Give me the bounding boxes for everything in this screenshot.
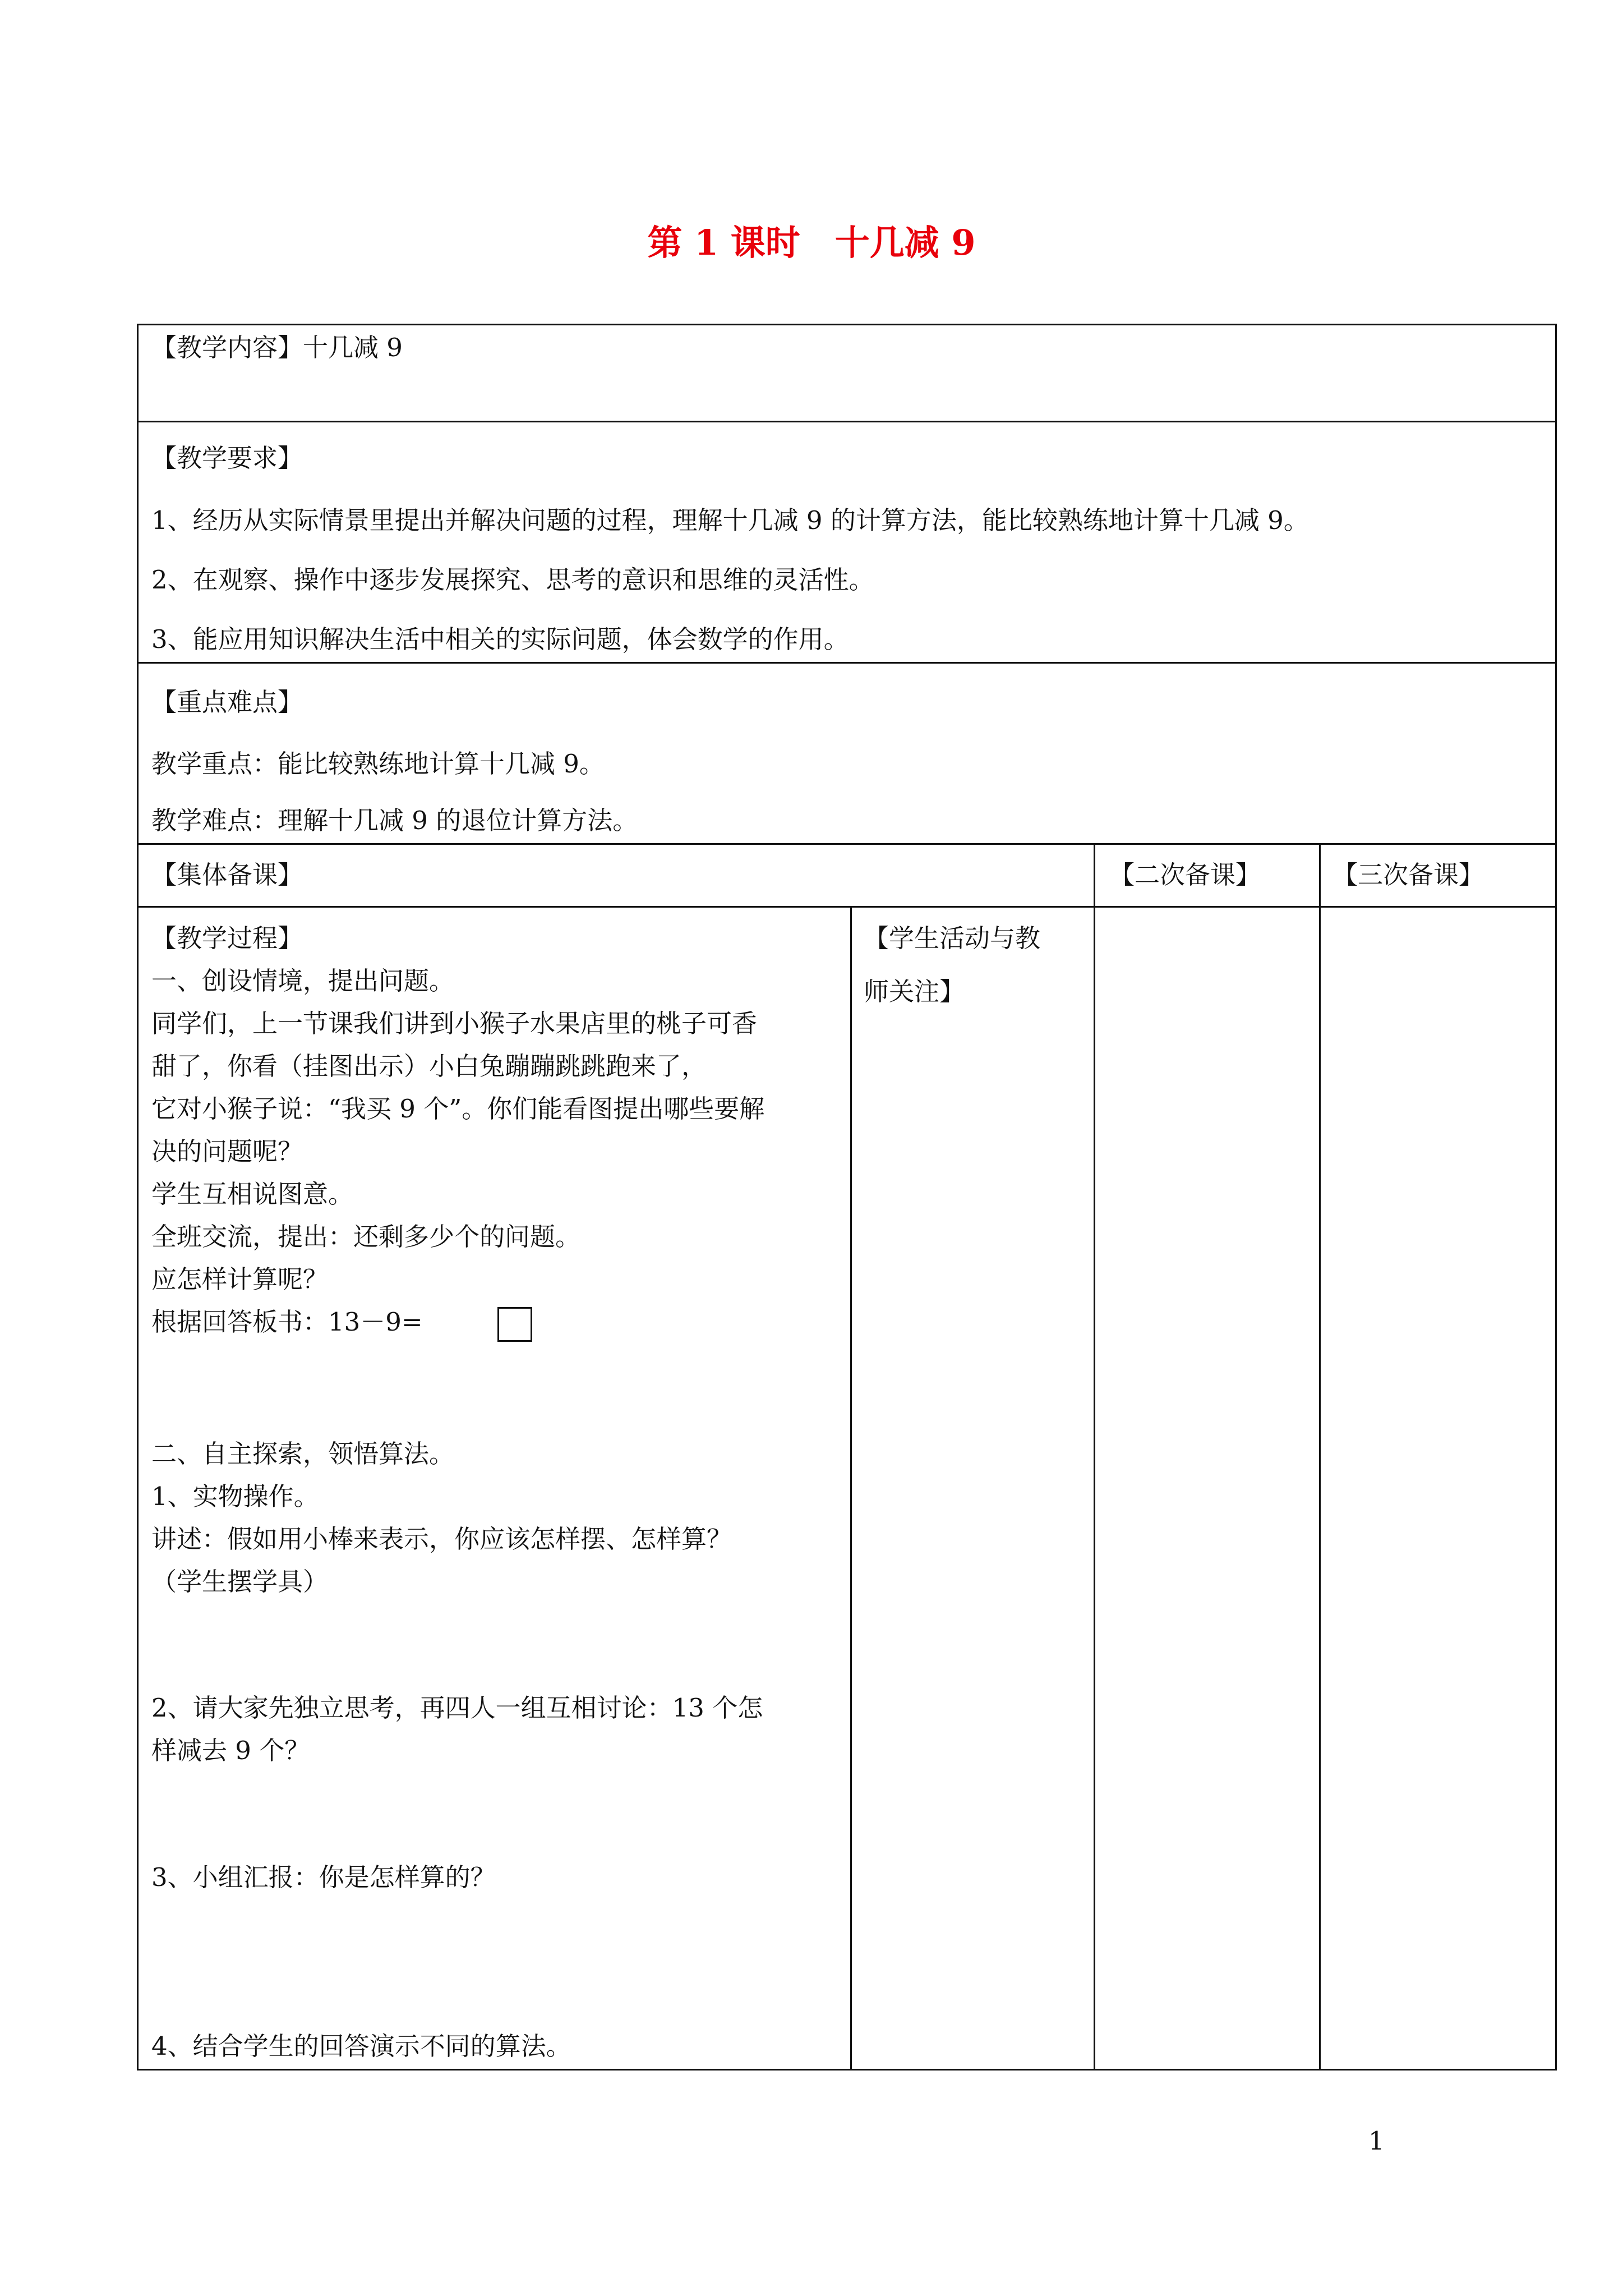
process-line: 1、实物操作。 xyxy=(151,1481,319,1511)
second-prep-header: 【二次备课】 xyxy=(1109,860,1261,890)
process-line: 样减去 9 个？ xyxy=(151,1736,310,1765)
requirements-heading: 【教学要求】 xyxy=(151,443,303,473)
third-prep-header: 【三次备课】 xyxy=(1332,860,1484,890)
teaching-content: 【教学内容】十几减 9 xyxy=(151,333,403,362)
table-divider xyxy=(137,421,1557,422)
page-title: 第 1 课时 十几减 9 xyxy=(647,222,976,263)
table-border-right xyxy=(1555,324,1557,2070)
table-border-left xyxy=(137,324,139,2070)
process-line: 全班交流，提出：还剩多少个的问题。 xyxy=(151,1222,581,1251)
student-activity-heading: 师关注】 xyxy=(864,977,965,1006)
key-point-item: 教学难点：理解十几减 9 的退位计算方法。 xyxy=(151,806,638,835)
table-border-top xyxy=(137,324,1557,325)
key-point-item: 教学重点：能比较熟练地计算十几减 9。 xyxy=(151,749,605,779)
table-border-bottom xyxy=(137,2069,1557,2070)
process-line: 4、结合学生的回答演示不同的算法。 xyxy=(151,2031,571,2061)
process-line: 根据回答板书：13－9= xyxy=(151,1307,423,1337)
process-line: 应怎样计算呢？ xyxy=(151,1264,329,1294)
process-line: 2、请大家先独立思考，再四人一组互相讨论：13 个怎 xyxy=(151,1693,763,1723)
column-divider xyxy=(1094,843,1095,2070)
student-activity-heading: 【学生活动与教 xyxy=(864,923,1041,953)
requirement-item: 1、经历从实际情景里提出并解决问题的过程，理解十几减 9 的计算方法，能比较熟练地计算十几减 9。 xyxy=(151,505,1309,535)
requirement-item: 3、能应用知识解决生活中相关的实际问题，体会数学的作用。 xyxy=(151,624,849,654)
process-line: 二、自主探索，领悟算法。 xyxy=(151,1439,455,1469)
process-heading: 【教学过程】 xyxy=(151,923,303,953)
table-divider xyxy=(137,906,1557,908)
column-divider xyxy=(1319,843,1321,2070)
column-divider xyxy=(850,906,852,2070)
process-line: 同学们，上一节课我们讲到小猴子水果店里的桃子可香 xyxy=(151,1009,758,1038)
key-points-heading: 【重点难点】 xyxy=(151,687,303,717)
table-divider xyxy=(137,843,1557,845)
process-line: 甜了，你看（挂图出示）小白兔蹦蹦跳跳跑来了， xyxy=(151,1051,707,1081)
process-line: 它对小猴子说：“我买 9 个”。你们能看图提出哪些要解 xyxy=(151,1094,765,1124)
process-line: 讲述：假如用小棒来表示，你应该怎样摆、怎样算？ xyxy=(151,1524,732,1554)
process-line: 决的问题呢？ xyxy=(151,1137,303,1166)
process-line: 3、小组汇报：你是怎样算的？ xyxy=(151,1862,496,1892)
process-line: 学生互相说图意。 xyxy=(151,1179,354,1209)
page-number: 1 xyxy=(1368,2126,1385,2156)
table-divider xyxy=(137,662,1557,664)
answer-box xyxy=(497,1307,532,1342)
process-line: （学生摆学具） xyxy=(151,1567,329,1596)
requirement-item: 2、在观察、操作中逐步发展探究、思考的意识和思维的灵活性。 xyxy=(151,565,874,595)
process-line: 一、创设情境，提出问题。 xyxy=(151,966,455,996)
collective-prep-header: 【集体备课】 xyxy=(151,860,303,890)
